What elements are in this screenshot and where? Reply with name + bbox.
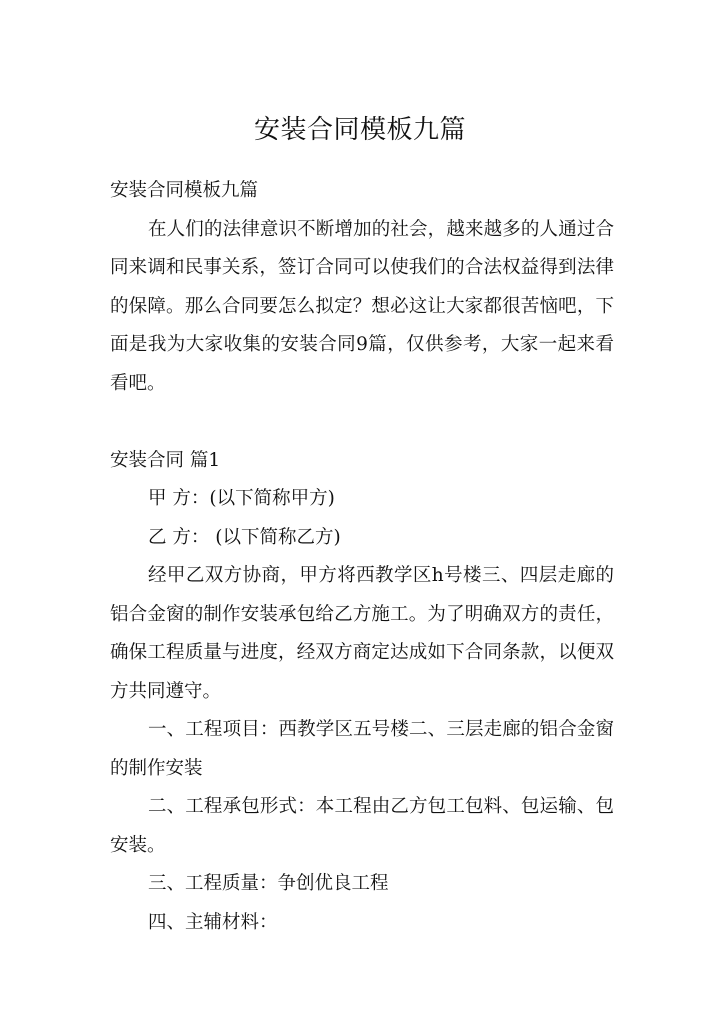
contract-item-3: 三、工程质量：争创优良工程: [148, 873, 389, 894]
section-heading: 安装合同 篇1: [110, 449, 221, 471]
document-body: [110, 172, 614, 942]
intro-paragraph: 在人们的法律意识不断增加的社会，越来越多的人通过合同来调和民事关系，签订合同可以使我们的合法权益得到法律的保障。那么合同要怎么拟定？想必这让大家都很苦恼吧，下面是我为大家收集的安装合同9篇，仅供参考，大家一起来看看吧。: [110, 218, 614, 394]
contract-item-4: 四、主辅材料：: [148, 911, 278, 933]
party-a-line: 甲 方：(以下简称甲方): [148, 488, 335, 509]
paragraph-gap: [110, 403, 614, 442]
document-subtitle: 安装合同模板九篇: [110, 180, 259, 201]
contract-item-1: 一、工程项目：西教学区五号楼二、三层走廊的铝合金窗的制作安装: [110, 719, 614, 779]
agreement-paragraph: 经甲乙双方协商，甲方将西教学区h号楼三、四层走廊的铝合金窗的制作安装承包给乙方施工。为了明确双方的责任，确保工程质量与进度，经双方商定达成如下合同条款，以便双方共同遵守。: [110, 565, 614, 702]
document-title: 安装合同模板九篇: [253, 115, 466, 145]
party-b-line: 乙 方： (以下简称乙方): [148, 526, 341, 548]
contract-item-2: 二、工程承包形式：本工程由乙方包工包料、包运输、包安装。: [110, 796, 614, 856]
